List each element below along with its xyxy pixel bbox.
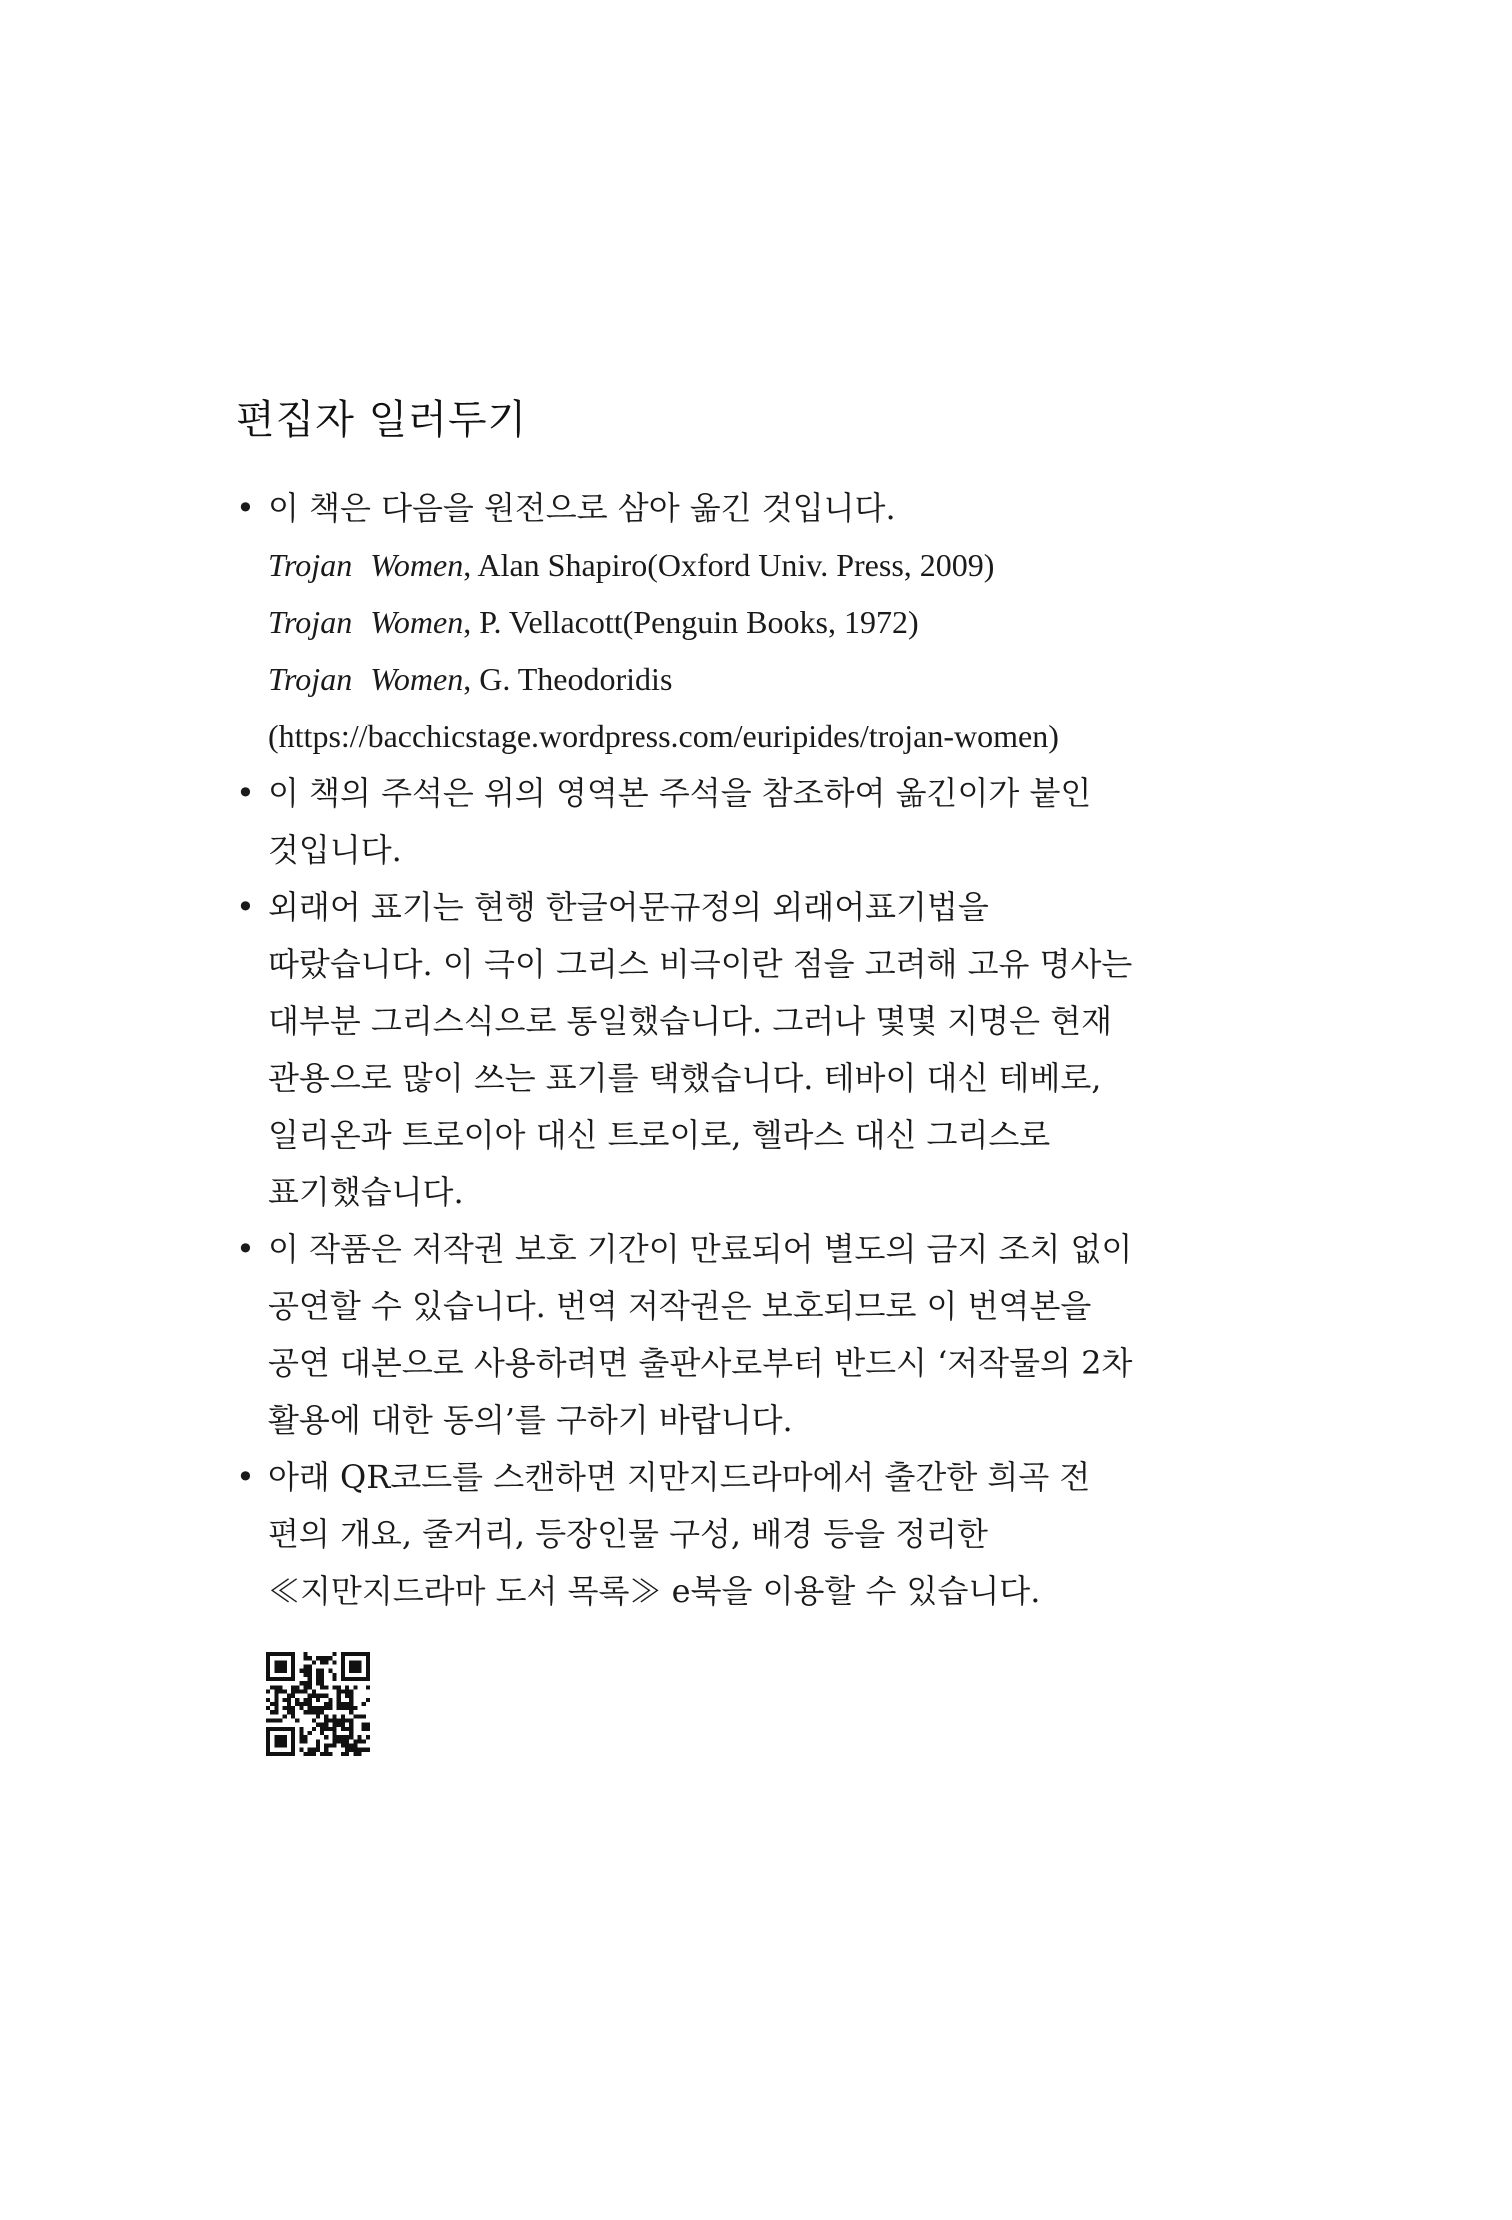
- source-detail: , G. Theodoridis: [463, 661, 673, 697]
- note-line: 공연할 수 있습니다. 번역 저작권은 보호되므로 이 번역본을: [268, 1287, 1092, 1325]
- note-line: 아래 QR코드를 스캔하면 지만지드라마에서 출간한 희곡 전: [268, 1458, 1091, 1496]
- source-url: (https://bacchicstage.wordpress.com/euripides/trojan-women): [268, 718, 1059, 754]
- qr-code-icon[interactable]: [266, 1652, 370, 1756]
- bullet-icon: •: [236, 1230, 255, 1268]
- note-line: 것입니다.: [268, 831, 402, 869]
- note-line: 대부분 그리스식으로 통일했습니다. 그러나 몇몇 지명은 현재: [268, 1002, 1113, 1040]
- note-line: 일리온과 트로이아 대신 트로이로, 헬라스 대신 그리스로: [268, 1116, 1051, 1154]
- note-line: 외래어 표기는 현행 한글어문규정의 외래어표기법을: [268, 888, 989, 926]
- bullet-icon: •: [236, 489, 255, 527]
- note-qr-catalog: [236, 1449, 1236, 1620]
- note-line: 편의 개요, 줄거리, 등장인물 구성, 배경 등을 정리한: [268, 1515, 988, 1553]
- source-entry: [268, 537, 1236, 594]
- note-source-texts: [236, 480, 1236, 765]
- note-copyright: [236, 1221, 1236, 1449]
- note-transliteration: [236, 879, 1236, 1221]
- note-line: 이 작품은 저작권 보호 기간이 만료되어 별도의 금지 조치 없이: [268, 1230, 1133, 1268]
- note-line: 공연 대본으로 사용하려면 출판사로부터 반드시 ‘저작물의 2차: [268, 1344, 1133, 1382]
- source-title: Trojan Women: [268, 604, 464, 640]
- note-line: 활용에 대한 동의’를 구하기 바랍니다.: [268, 1401, 793, 1439]
- source-detail: , Alan Shapiro(Oxford Univ. Press, 2009): [463, 547, 995, 583]
- notes-list: [236, 480, 1236, 1620]
- page-heading: 편집자 일러두기: [236, 397, 528, 443]
- bullet-icon: •: [236, 888, 255, 926]
- note-line: 이 책은 다음을 원전으로 삼아 옮긴 것입니다.: [268, 489, 896, 527]
- source-title: Trojan Women: [268, 661, 464, 697]
- note-line: ≪지만지드라마 도서 목록≫ e북을 이용할 수 있습니다.: [268, 1572, 1041, 1610]
- source-title: Trojan Women: [268, 547, 464, 583]
- note-line: 관용으로 많이 쓰는 표기를 택했습니다. 테바이 대신 테베로,: [268, 1059, 1102, 1097]
- source-detail: , P. Vellacott(Penguin Books, 1972): [463, 604, 919, 640]
- note-line: 따랐습니다. 이 극이 그리스 비극이란 점을 고려해 고유 명사는: [268, 945, 1133, 983]
- note-line: 이 책의 주석은 위의 영역본 주석을 참조하여 옮긴이가 붙인: [268, 774, 1092, 812]
- source-entry: [268, 651, 1236, 708]
- bullet-icon: •: [236, 774, 255, 812]
- note-annotations: [236, 765, 1236, 879]
- note-line: 표기했습니다.: [268, 1173, 464, 1211]
- bullet-icon: •: [236, 1458, 255, 1496]
- source-entry: [268, 594, 1236, 651]
